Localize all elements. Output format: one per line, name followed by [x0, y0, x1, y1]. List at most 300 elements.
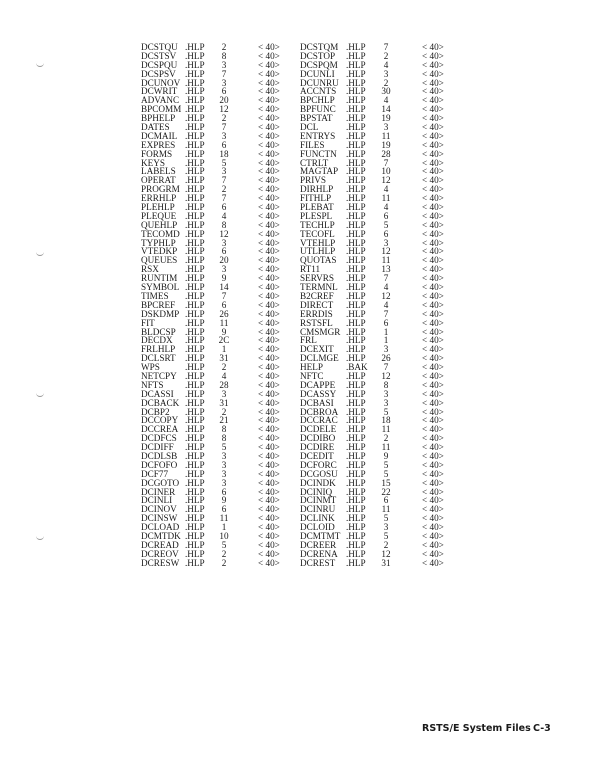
- file-name: RSTSFL: [300, 317, 333, 328]
- file-name: ERRDIS: [300, 308, 333, 319]
- file-name: DCLOAD: [141, 522, 180, 533]
- file-size: 2: [383, 77, 389, 88]
- file-name: DCINDK: [300, 477, 336, 488]
- file-protection: < 40>: [258, 228, 280, 239]
- file-size: 10: [219, 530, 229, 541]
- file-name: BPSTAT: [300, 113, 333, 124]
- file-extension: .HLP: [346, 504, 366, 515]
- file-extension: .HLP: [185, 424, 205, 435]
- file-extension: .HLP: [346, 548, 366, 559]
- file-extension: .HLP: [185, 299, 205, 310]
- file-name: DCLOID: [300, 522, 335, 533]
- file-extension: .HLP: [185, 264, 205, 275]
- binder-mark: [36, 392, 44, 397]
- file-name: KEYS: [141, 157, 165, 168]
- file-extension: .HLP: [346, 290, 366, 301]
- file-name: DCEXIT: [300, 344, 334, 355]
- file-extension: .HLP: [346, 415, 366, 426]
- file-protection: < 40>: [422, 397, 444, 408]
- file-size: 8: [221, 433, 227, 444]
- file-extension: .HLP: [346, 68, 366, 79]
- file-protection: < 40>: [258, 442, 280, 453]
- file-protection: < 40>: [258, 50, 280, 61]
- file-extension: .HLP: [346, 273, 366, 284]
- file-name: DCF77: [141, 468, 169, 479]
- file-name: DIRHLP: [300, 184, 334, 195]
- file-protection: < 40>: [422, 237, 444, 248]
- file-protection: < 40>: [422, 175, 444, 186]
- file-protection: < 40>: [258, 139, 280, 150]
- file-name: DCREOV: [141, 548, 179, 559]
- file-size: 1: [221, 344, 227, 355]
- file-extension: .HLP: [185, 122, 205, 133]
- file-protection: < 40>: [422, 335, 444, 346]
- file-name: WPS: [141, 362, 160, 373]
- file-protection: < 40>: [258, 477, 280, 488]
- file-size: 11: [381, 193, 391, 204]
- file-size: 11: [219, 513, 229, 524]
- file-size: 2: [221, 362, 227, 373]
- file-name: DCINOV: [141, 504, 177, 515]
- file-extension: .HLP: [346, 219, 366, 230]
- file-size: 12: [219, 228, 229, 239]
- file-size: 3: [221, 388, 227, 399]
- file-extension: .HLP: [346, 388, 366, 399]
- file-size: 18: [219, 148, 229, 159]
- file-protection: < 40>: [422, 130, 444, 141]
- file-protection: < 40>: [258, 273, 280, 284]
- file-size: 6: [221, 86, 227, 97]
- file-protection: < 40>: [258, 308, 280, 319]
- file-extension: .HLP: [185, 539, 205, 550]
- file-size: 13: [381, 264, 391, 275]
- file-protection: < 40>: [422, 59, 444, 70]
- file-size: 3: [221, 130, 227, 141]
- file-size: 3: [221, 468, 227, 479]
- file-protection: < 40>: [258, 433, 280, 444]
- file-name: DSKDMP: [141, 308, 180, 319]
- file-extension: .HLP: [346, 210, 366, 221]
- file-protection: < 40>: [258, 42, 280, 52]
- file-size: 7: [383, 362, 389, 373]
- file-extension: .HLP: [346, 557, 366, 568]
- file-protection: < 40>: [258, 522, 280, 533]
- file-extension: .HLP: [185, 228, 205, 239]
- file-extension: .HLP: [185, 495, 205, 506]
- file-extension: .HLP: [185, 166, 205, 177]
- file-size: 11: [381, 424, 391, 435]
- file-name: BPFUNC: [300, 104, 336, 115]
- file-protection: < 40>: [422, 299, 444, 310]
- file-protection: < 40>: [258, 486, 280, 497]
- file-extension: .HLP: [185, 273, 205, 284]
- file-size: 20: [219, 95, 229, 106]
- file-size: 1: [383, 335, 389, 346]
- file-protection: < 40>: [258, 388, 280, 399]
- file-protection: < 40>: [258, 468, 280, 479]
- file-extension: .HLP: [185, 193, 205, 204]
- file-protection: < 40>: [258, 157, 280, 168]
- file-protection: < 40>: [258, 264, 280, 275]
- file-extension: .HLP: [346, 264, 366, 275]
- file-name: DCBP2: [141, 406, 170, 417]
- file-protection: < 40>: [422, 468, 444, 479]
- file-extension: .HLP: [346, 246, 366, 257]
- file-name: DECDX: [141, 335, 173, 346]
- file-extension: .HLP: [185, 139, 205, 150]
- file-size: 11: [381, 130, 391, 141]
- file-protection: < 40>: [258, 77, 280, 88]
- file-name: TECHLP: [300, 219, 335, 230]
- file-protection: < 40>: [258, 317, 280, 328]
- file-protection: < 40>: [258, 326, 280, 337]
- file-protection: < 40>: [422, 317, 444, 328]
- file-name: DCMAIL: [141, 130, 178, 141]
- file-protection: < 40>: [422, 50, 444, 61]
- file-size: 14: [381, 104, 391, 115]
- file-protection: < 40>: [422, 273, 444, 284]
- file-size: 10: [381, 166, 391, 177]
- file-name: DCCREA: [141, 424, 179, 435]
- file-size: 4: [383, 95, 389, 106]
- file-size: 4: [383, 282, 389, 293]
- file-size: 3: [221, 264, 227, 275]
- file-extension: .HLP: [185, 459, 205, 470]
- file-protection: < 40>: [258, 513, 280, 524]
- file-name: FILES: [300, 139, 325, 150]
- file-size: 3: [383, 68, 389, 79]
- file-extension: .HLP: [185, 282, 205, 293]
- file-size: 6: [221, 202, 227, 213]
- file-protection: < 40>: [422, 388, 444, 399]
- file-extension: .HLP: [185, 450, 205, 461]
- file-size: 2C: [218, 335, 230, 346]
- file-extension: .HLP: [346, 450, 366, 461]
- file-name: DCDLSB: [141, 450, 178, 461]
- file-extension: .HLP: [185, 415, 205, 426]
- file-size: 6: [383, 210, 389, 221]
- file-extension: .HLP: [185, 530, 205, 541]
- file-protection: < 40>: [422, 424, 444, 435]
- file-size: 3: [221, 477, 227, 488]
- file-size: 31: [219, 397, 229, 408]
- file-size: 6: [221, 299, 227, 310]
- file-protection: < 40>: [422, 148, 444, 159]
- file-protection: < 40>: [422, 157, 444, 168]
- file-name: BPCHLP: [300, 95, 335, 106]
- file-name: NFTC: [300, 370, 324, 381]
- file-protection: < 40>: [422, 539, 444, 550]
- file-size: 1: [383, 326, 389, 337]
- file-protection: < 40>: [422, 219, 444, 230]
- file-extension: .HLP: [346, 308, 366, 319]
- file-name: PRIVS: [300, 175, 327, 186]
- file-protection: < 40>: [258, 104, 280, 115]
- file-size: 26: [381, 353, 391, 364]
- file-size: 14: [219, 282, 229, 293]
- file-protection: < 40>: [422, 486, 444, 497]
- file-size: 12: [381, 175, 391, 186]
- file-size: 3: [221, 59, 227, 70]
- file-name: BPCREF: [141, 299, 176, 310]
- file-extension: .BAK: [346, 362, 368, 373]
- file-extension: .HLP: [346, 282, 366, 293]
- file-protection: < 40>: [258, 166, 280, 177]
- file-extension: .HLP: [185, 210, 205, 221]
- file-extension: .HLP: [346, 175, 366, 186]
- file-protection: < 40>: [422, 450, 444, 461]
- file-extension: .HLP: [185, 388, 205, 399]
- file-extension: .HLP: [346, 530, 366, 541]
- file-extension: .HLP: [185, 433, 205, 444]
- file-size: 5: [221, 157, 227, 168]
- file-name: PLEHLP: [141, 202, 175, 213]
- file-size: 3: [383, 344, 389, 355]
- file-size: 18: [381, 415, 391, 426]
- file-name: ACCNTS: [300, 86, 337, 97]
- file-name: DCWRIT: [141, 86, 178, 97]
- file-protection: < 40>: [422, 77, 444, 88]
- file-extension: .HLP: [346, 370, 366, 381]
- file-size: 5: [383, 459, 389, 470]
- file-protection: < 40>: [258, 299, 280, 310]
- file-name: NETCPY: [141, 370, 177, 381]
- file-protection: < 40>: [422, 433, 444, 444]
- file-name: DCL: [300, 122, 319, 133]
- file-name: DCLINK: [300, 513, 335, 524]
- file-name: DCBACK: [141, 397, 180, 408]
- file-protection: < 40>: [258, 353, 280, 364]
- file-size: 3: [221, 77, 227, 88]
- file-extension: .HLP: [346, 335, 366, 346]
- file-protection: < 40>: [258, 175, 280, 186]
- file-size: 8: [221, 219, 227, 230]
- file-protection: < 40>: [422, 326, 444, 337]
- file-size: 2: [221, 557, 227, 568]
- file-name: DCDIBO: [300, 433, 336, 444]
- file-name: DCSPQM: [300, 59, 338, 70]
- file-extension: .HLP: [185, 246, 205, 257]
- file-extension: .HLP: [185, 148, 205, 159]
- file-extension: .HLP: [346, 202, 366, 213]
- file-extension: .HLP: [346, 379, 366, 390]
- file-size: 7: [221, 122, 227, 133]
- file-protection: < 40>: [258, 415, 280, 426]
- file-protection: < 40>: [258, 290, 280, 301]
- file-extension: .HLP: [185, 308, 205, 319]
- file-extension: .HLP: [346, 139, 366, 150]
- file-size: 6: [383, 317, 389, 328]
- file-extension: .HLP: [346, 228, 366, 239]
- file-name: CMSMGR: [300, 326, 341, 337]
- file-extension: .HLP: [346, 468, 366, 479]
- file-protection: < 40>: [422, 86, 444, 97]
- file-extension: .HLP: [185, 379, 205, 390]
- file-protection: < 40>: [422, 353, 444, 364]
- file-name: DCUNOV: [141, 77, 181, 88]
- file-size: 2: [221, 184, 227, 195]
- file-extension: .HLP: [346, 459, 366, 470]
- file-name: PLESPL: [300, 210, 333, 221]
- file-protection: < 40>: [422, 228, 444, 239]
- file-name: DCDFCS: [141, 433, 177, 444]
- file-size: 4: [221, 210, 227, 221]
- file-size: 21: [219, 415, 229, 426]
- file-size: 3: [221, 450, 227, 461]
- file-name: DATES: [141, 122, 170, 133]
- file-protection: < 40>: [422, 344, 444, 355]
- file-size: 26: [219, 308, 229, 319]
- file-protection: < 40>: [422, 504, 444, 515]
- file-extension: .HLP: [185, 522, 205, 533]
- file-size: 28: [219, 379, 229, 390]
- file-protection: < 40>: [422, 264, 444, 275]
- file-size: 6: [383, 495, 389, 506]
- file-name: DCREER: [300, 539, 337, 550]
- file-name: MAGTAP: [300, 166, 339, 177]
- file-extension: .HLP: [185, 42, 205, 52]
- file-size: 7: [221, 290, 227, 301]
- file-protection: < 40>: [258, 495, 280, 506]
- file-name: DCFORC: [300, 459, 337, 470]
- file-name: ENTRYS: [300, 130, 336, 141]
- file-name: DCINER: [141, 486, 176, 497]
- file-extension: .HLP: [346, 513, 366, 524]
- file-size: 5: [383, 468, 389, 479]
- file-protection: < 40>: [258, 219, 280, 230]
- file-extension: .HLP: [346, 104, 366, 115]
- file-size: 31: [381, 557, 391, 568]
- file-name: PLEBAT: [300, 202, 334, 213]
- file-size: 7: [221, 68, 227, 79]
- file-extension: .HLP: [346, 157, 366, 168]
- file-size: 2: [383, 433, 389, 444]
- file-extension: .HLP: [185, 468, 205, 479]
- file-protection: < 40>: [258, 459, 280, 470]
- file-extension: .HLP: [185, 557, 205, 568]
- file-size: 12: [381, 290, 391, 301]
- file-extension: .HLP: [346, 77, 366, 88]
- file-protection: < 40>: [422, 379, 444, 390]
- file-size: 20: [219, 255, 229, 266]
- file-extension: .HLP: [346, 59, 366, 70]
- file-protection: < 40>: [422, 290, 444, 301]
- file-extension: .HLP: [185, 113, 205, 124]
- file-name: FRLHLP: [141, 344, 176, 355]
- file-extension: .HLP: [346, 344, 366, 355]
- file-name: DCEDIT: [300, 450, 334, 461]
- file-name: DCINSW: [141, 513, 178, 524]
- file-extension: .HLP: [346, 406, 366, 417]
- file-extension: .HLP: [185, 335, 205, 346]
- file-name: DCMTDK: [141, 530, 181, 541]
- file-size: 1: [221, 522, 227, 533]
- file-size: 5: [383, 513, 389, 524]
- file-protection: < 40>: [422, 415, 444, 426]
- file-name: DCUNLI: [300, 68, 335, 79]
- file-extension: .HLP: [346, 50, 366, 61]
- file-extension: .HLP: [185, 202, 205, 213]
- file-protection: < 40>: [258, 95, 280, 106]
- file-size: 9: [221, 495, 227, 506]
- file-size: 2: [221, 548, 227, 559]
- file-extension: .HLP: [346, 86, 366, 97]
- file-extension: .HLP: [185, 290, 205, 301]
- file-size: 12: [381, 548, 391, 559]
- file-name: FORMS: [141, 148, 173, 159]
- file-protection: < 40>: [422, 202, 444, 213]
- file-protection: < 40>: [422, 442, 444, 453]
- file-name: BPHELP: [141, 113, 176, 124]
- file-protection: < 40>: [422, 557, 444, 568]
- file-extension: .HLP: [346, 442, 366, 453]
- file-name: TYPHLP: [141, 237, 176, 248]
- file-extension: .HLP: [346, 317, 366, 328]
- file-size: 4: [383, 59, 389, 70]
- file-protection: < 40>: [258, 255, 280, 266]
- file-size: 7: [383, 273, 389, 284]
- file-size: 2: [221, 42, 227, 52]
- file-name: DCSPQU: [141, 59, 178, 70]
- file-name: CTRLT: [300, 157, 329, 168]
- file-name: DCGOTO: [141, 477, 180, 488]
- file-name: DCASSI: [141, 388, 174, 399]
- file-name: DCFOFO: [141, 459, 178, 470]
- file-protection: < 40>: [258, 59, 280, 70]
- file-protection: < 40>: [258, 548, 280, 559]
- file-protection: < 40>: [258, 130, 280, 141]
- file-name: DCREST: [300, 557, 336, 568]
- file-size: 7: [383, 42, 389, 52]
- file-protection: < 40>: [258, 210, 280, 221]
- file-row: [141, 559, 461, 568]
- file-extension: .HLP: [185, 184, 205, 195]
- file-name: FIT: [141, 317, 155, 328]
- section-title: RSTS/E System Files: [422, 723, 531, 734]
- file-size: 6: [221, 139, 227, 150]
- file-name: DCMTMT: [300, 530, 341, 541]
- file-protection: < 40>: [422, 495, 444, 506]
- file-size: 8: [221, 50, 227, 61]
- file-protection: < 40>: [422, 308, 444, 319]
- file-extension: .HLP: [185, 95, 205, 106]
- file-protection: < 40>: [422, 513, 444, 524]
- file-protection: < 40>: [422, 68, 444, 79]
- file-size: 9: [221, 326, 227, 337]
- file-name: DIRECT: [300, 299, 334, 310]
- file-extension: .HLP: [185, 486, 205, 497]
- file-protection: < 40>: [422, 477, 444, 488]
- file-name: DCINIQ: [300, 486, 333, 497]
- file-size: 3: [221, 459, 227, 470]
- file-extension: .HLP: [346, 397, 366, 408]
- file-name: DCINMT: [300, 495, 337, 506]
- file-protection: < 40>: [258, 406, 280, 417]
- file-name: DCAPPE: [300, 379, 336, 390]
- file-size: 3: [383, 397, 389, 408]
- file-name: DCRESW: [141, 557, 180, 568]
- file-protection: < 40>: [422, 530, 444, 541]
- file-name: OPERAT: [141, 175, 176, 186]
- file-size: 5: [383, 406, 389, 417]
- file-extension: .HLP: [346, 148, 366, 159]
- file-name: ADVANC: [141, 95, 180, 106]
- file-extension: .HLP: [346, 166, 366, 177]
- file-name: DCLSRT: [141, 353, 176, 364]
- file-size: 6: [383, 228, 389, 239]
- file-size: 6: [221, 486, 227, 497]
- file-size: 11: [381, 255, 391, 266]
